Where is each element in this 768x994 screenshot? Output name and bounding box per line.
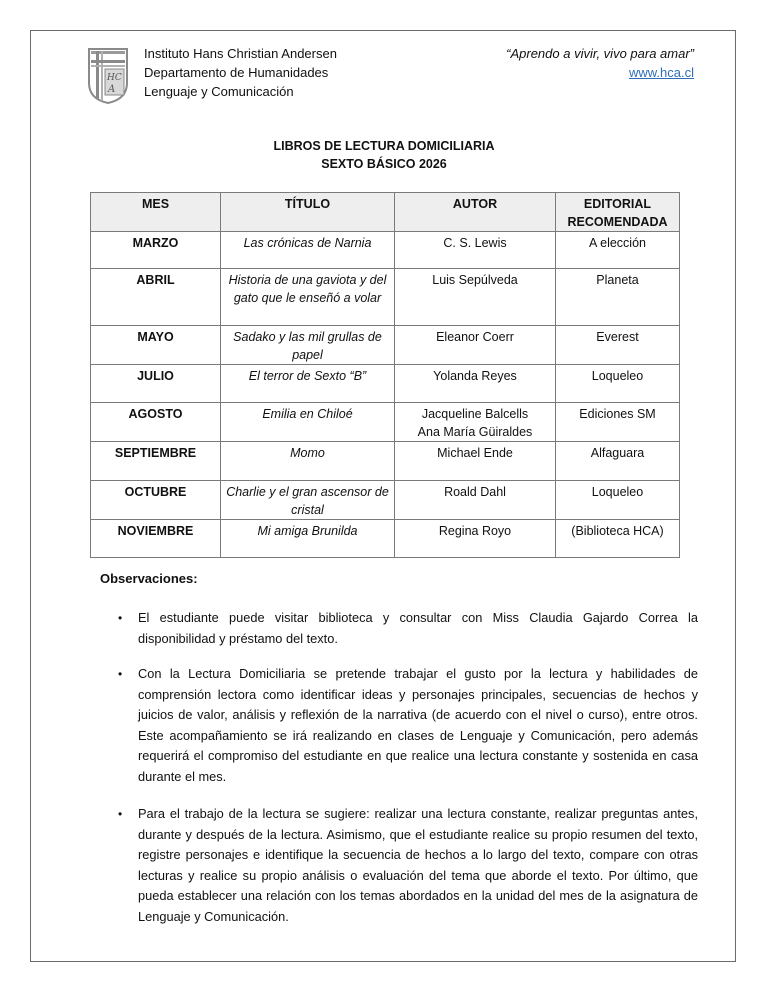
- title-line-1: LIBROS DE LECTURA DOMICILIARIA: [273, 139, 495, 153]
- cell-autor: Luis Sepúlveda: [395, 269, 556, 326]
- cell-mes: SEPTIEMBRE: [91, 442, 221, 481]
- cell-autor-line1: Jacqueline Balcells: [421, 407, 529, 421]
- reading-list-table: [90, 192, 680, 558]
- cell-autor: Eleanor Coerr: [395, 326, 556, 365]
- table-row: [91, 232, 680, 269]
- department-name: Departamento de Humanidades: [144, 65, 329, 80]
- header-mes: MES: [91, 193, 221, 232]
- cell-titulo: El terror de Sexto “B”: [221, 365, 395, 403]
- cell-autor: Yolanda Reyes: [395, 365, 556, 403]
- cell-mes: ABRIL: [91, 269, 221, 326]
- cell-editorial: Loqueleo: [556, 481, 680, 520]
- cell-titulo: Sadako y las mil grullas de papel: [221, 326, 395, 365]
- cell-mes: MAYO: [91, 326, 221, 365]
- observations-heading: Observaciones:: [100, 571, 198, 586]
- table-row: [91, 520, 680, 558]
- cell-editorial: Alfaguara: [556, 442, 680, 481]
- header-titulo: TÍTULO: [221, 193, 395, 232]
- cell-titulo: Momo: [221, 442, 395, 481]
- cell-titulo: Las crónicas de Narnia: [221, 232, 395, 269]
- cell-editorial: Planeta: [556, 269, 680, 326]
- cell-autor: Roald Dahl: [395, 481, 556, 520]
- cell-titulo: Charlie y el gran ascensor de cristal: [221, 481, 395, 520]
- title-line-2: SEXTO BÁSICO 2026: [321, 157, 447, 171]
- institution-name: Instituto Hans Christian Andersen: [144, 46, 337, 61]
- cell-mes: MARZO: [91, 232, 221, 269]
- cell-mes: JULIO: [91, 365, 221, 403]
- header-autor: AUTOR: [395, 193, 556, 232]
- cell-titulo: Historia de una gaviota y del gato que le enseñó a volar: [221, 269, 395, 326]
- cell-autor: Regina Royo: [395, 520, 556, 558]
- subject-name: Lenguaje y Comunicación: [144, 84, 294, 99]
- cell-editorial: A elección: [556, 232, 680, 269]
- table-header-row: [91, 193, 680, 232]
- cell-mes: AGOSTO: [91, 403, 221, 442]
- cell-editorial: Loqueleo: [556, 365, 680, 403]
- cell-editorial: Everest: [556, 326, 680, 365]
- school-crest-icon: [87, 47, 129, 105]
- cell-titulo: Mi amiga Brunilda: [221, 520, 395, 558]
- cell-titulo: Emilia en Chiloé: [221, 403, 395, 442]
- website-link[interactable]: www.hca.cl: [628, 65, 694, 80]
- svg-text:HC: HC: [107, 73, 122, 83]
- cell-editorial: Ediciones SM: [556, 403, 680, 442]
- table-row: [91, 269, 680, 326]
- school-motto: “Aprendo a vivir, vivo para amar”: [506, 46, 694, 61]
- table-row: [91, 403, 680, 442]
- bullet-icon: •: [118, 611, 123, 625]
- table-row: [91, 481, 680, 520]
- cell-mes: NOVIEMBRE: [91, 520, 221, 558]
- table-row: [91, 365, 680, 403]
- header-editorial: [556, 193, 680, 232]
- observation-text: El estudiante puede visitar biblioteca y consultar con Miss Claudia Gajardo Correa la disponibilidad y préstamo del texto.: [138, 610, 698, 646]
- observation-text: Para el trabajo de la lectura se sugiere: realizar una lectura constante, realizar preguntas antes, durante y después de la lectura. Asimismo, que el estudiante realice su propio resumen del texto, registre personajes e identifique la secuencia de hechos a lo largo del texto, compare con otras lecturas y realice su propio análisis o evaluación del tema que aborde el texto. Por último, que pueda establecer una relación con los temas abordados en la unidad del mes de la asignatura de Lenguaje y Comunicación.: [138, 806, 698, 924]
- bullet-icon: •: [118, 807, 123, 821]
- observation-item: [118, 664, 698, 788]
- cell-mes: OCTUBRE: [91, 481, 221, 520]
- observation-text: Con la Lectura Domiciliaria se pretende trabajar el gusto por la lectura y habilidades de comprensión lectora como identificar ideas y personajes principales, secuencias de hechos y juicios de valor, análisis y reflexión de la narrativa (de acuerdo con el nivel o curso), entre otros. Este acompañamiento se irá realizando en clases de Lenguaje y Comunicación, pero además requerirá el compromiso del estudiante en que realice una lectura constante y sostenida en casa durante el mes.: [138, 666, 698, 784]
- header-editorial-line1: EDITORIAL: [583, 197, 652, 211]
- institution-info: [144, 44, 337, 101]
- observation-item: [118, 804, 698, 928]
- document-title: [0, 137, 768, 173]
- observation-item: [118, 608, 698, 649]
- table-row: [91, 326, 680, 365]
- bullet-icon: •: [118, 667, 123, 681]
- cell-editorial: (Biblioteca HCA): [556, 520, 680, 558]
- cell-autor: C. S. Lewis: [395, 232, 556, 269]
- motto-block: [506, 44, 694, 82]
- header-editorial-line2: RECOMENDADA: [567, 215, 668, 229]
- cell-autor: Michael Ende: [395, 442, 556, 481]
- svg-text:A: A: [108, 84, 116, 95]
- table-row: [91, 442, 680, 481]
- cell-autor: [395, 403, 556, 442]
- cell-autor-line2: Ana María Güiraldes: [417, 425, 533, 439]
